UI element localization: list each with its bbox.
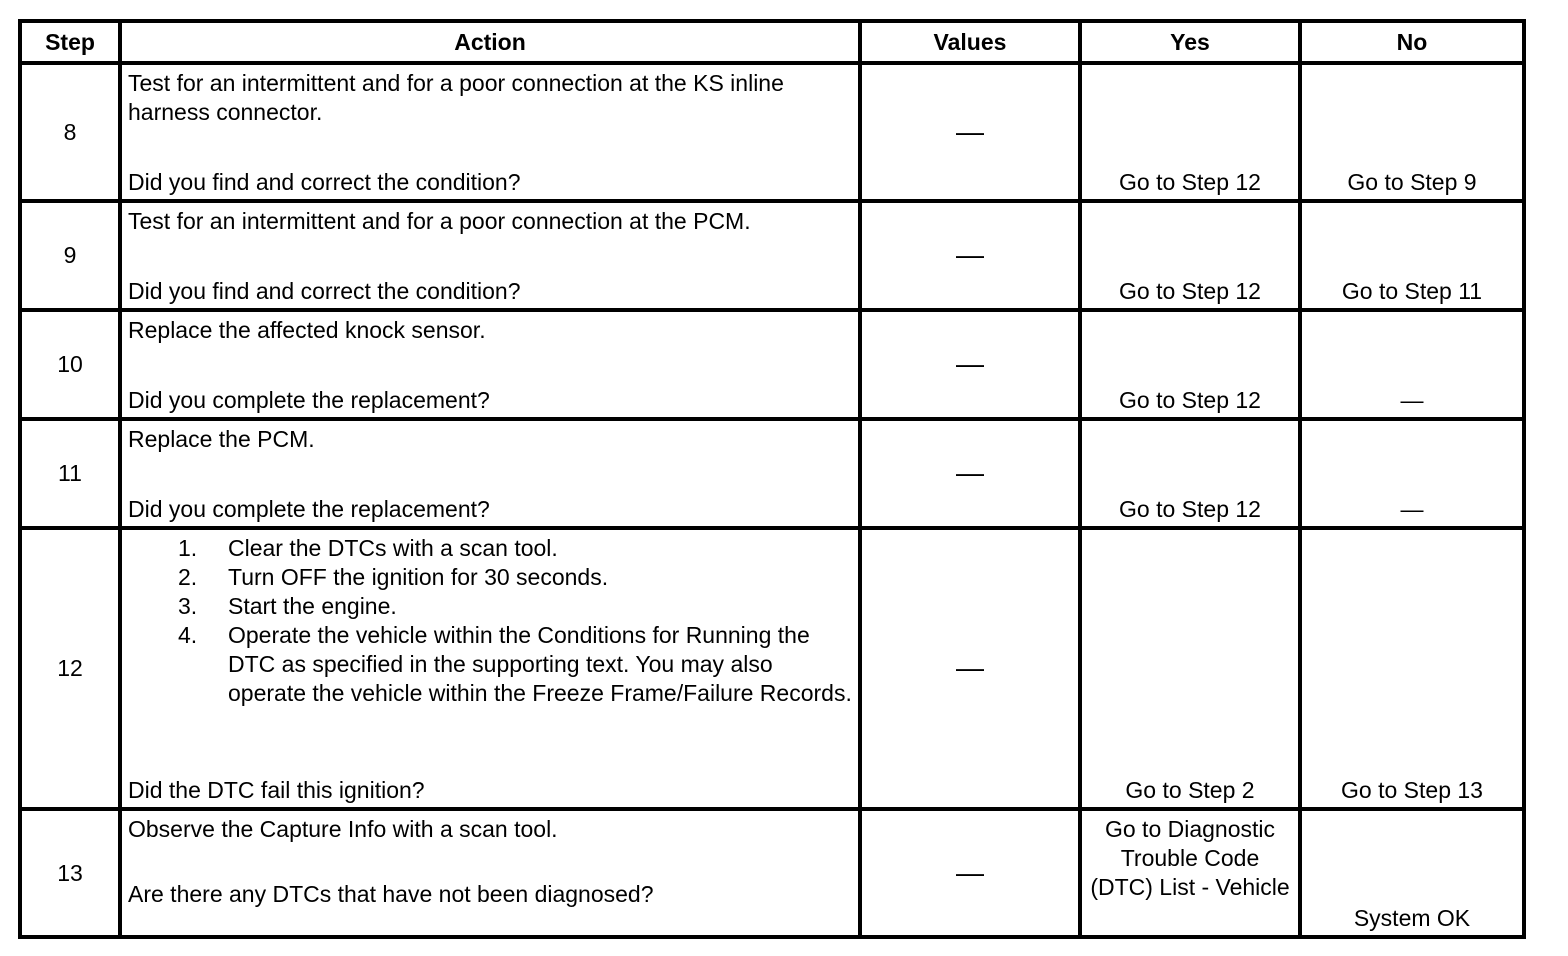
yes-cell: Go to Step 12 <box>1080 419 1300 528</box>
yes-cell: Go to Diagnostic Trouble Code (DTC) List - Vehicle <box>1080 809 1300 937</box>
list-item <box>178 534 852 563</box>
no-cell: Go to Step 9 <box>1300 63 1524 201</box>
table-row <box>20 809 1524 937</box>
header-row <box>20 21 1524 63</box>
action-question: Did you find and correct the condition? <box>128 278 521 304</box>
no-cell: Go to Step 11 <box>1300 201 1524 310</box>
action-instruction: Observe the Capture Info with a scan tool. <box>128 816 558 842</box>
step-number: 12 <box>20 528 120 809</box>
values-dash: — <box>956 856 984 888</box>
no-cell: — <box>1300 310 1524 419</box>
diagnostic-table <box>18 19 1522 939</box>
table-row <box>20 63 1524 201</box>
action-question: Did you complete the replacement? <box>128 387 490 413</box>
action-cell <box>120 809 860 937</box>
action-cell <box>120 528 860 809</box>
values-cell <box>860 809 1080 937</box>
values-dash: — <box>956 652 984 683</box>
values-dash: — <box>956 239 984 270</box>
yes-cell: Go to Step 12 <box>1080 201 1300 310</box>
table-row <box>20 528 1524 809</box>
no-cell: System OK <box>1300 809 1524 937</box>
values-cell <box>860 310 1080 419</box>
list-item <box>178 592 852 621</box>
action-cell <box>120 201 860 310</box>
list-item-text: Turn OFF the ignition for 30 seconds. <box>228 564 609 590</box>
list-item-number: 1. <box>178 535 198 561</box>
header-values: Values <box>860 21 1080 63</box>
values-dash: — <box>956 348 984 379</box>
list-item-number: 2. <box>178 564 198 590</box>
list-item-text: Start the engine. <box>228 593 397 619</box>
list-item <box>178 563 852 592</box>
header-step: Step <box>20 21 120 63</box>
step-number: 10 <box>20 310 120 419</box>
list-item <box>178 621 852 708</box>
values-cell <box>860 528 1080 809</box>
values-cell <box>860 201 1080 310</box>
no-cell: Go to Step 13 <box>1300 528 1524 809</box>
action-cell <box>120 310 860 419</box>
action-question: Are there any DTCs that have not been diagnosed? <box>128 881 654 907</box>
yes-cell: Go to Step 2 <box>1080 528 1300 809</box>
action-instruction: Test for an intermittent and for a poor connection at the PCM. <box>128 208 751 234</box>
table-row <box>20 310 1524 419</box>
table-row <box>20 419 1524 528</box>
action-instruction: Test for an intermittent and for a poor connection at the KS inline harness connector. <box>128 70 784 125</box>
action-instruction: Replace the affected knock sensor. <box>128 317 486 343</box>
action-instruction: Replace the PCM. <box>128 426 315 452</box>
step-number: 8 <box>20 63 120 201</box>
list-item-number: 4. <box>178 622 198 648</box>
yes-cell: Go to Step 12 <box>1080 63 1300 201</box>
yes-cell: Go to Step 12 <box>1080 310 1300 419</box>
action-cell <box>120 63 860 201</box>
values-cell <box>860 419 1080 528</box>
list-item-text: Clear the DTCs with a scan tool. <box>228 535 558 561</box>
step-number: 13 <box>20 809 120 937</box>
values-dash: — <box>956 457 984 488</box>
action-question: Did the DTC fail this ignition? <box>128 777 425 803</box>
list-item-number: 3. <box>178 593 198 619</box>
step-number: 9 <box>20 201 120 310</box>
table-row <box>20 201 1524 310</box>
step-number: 11 <box>20 419 120 528</box>
action-question: Did you find and correct the condition? <box>128 169 521 195</box>
values-dash: — <box>956 115 984 147</box>
header-action: Action <box>120 21 860 63</box>
list-item-text: Operate the vehicle within the Conditions for Running the DTC as specified in the supporting text. You may also operate the vehicle within the Freeze Frame/Failure Records. <box>228 622 852 706</box>
values-cell <box>860 63 1080 201</box>
header-no: No <box>1300 21 1524 63</box>
no-cell: — <box>1300 419 1524 528</box>
action-cell <box>120 419 860 528</box>
header-yes: Yes <box>1080 21 1300 63</box>
action-question: Did you complete the replacement? <box>128 496 490 522</box>
action-steps-list <box>128 530 852 708</box>
